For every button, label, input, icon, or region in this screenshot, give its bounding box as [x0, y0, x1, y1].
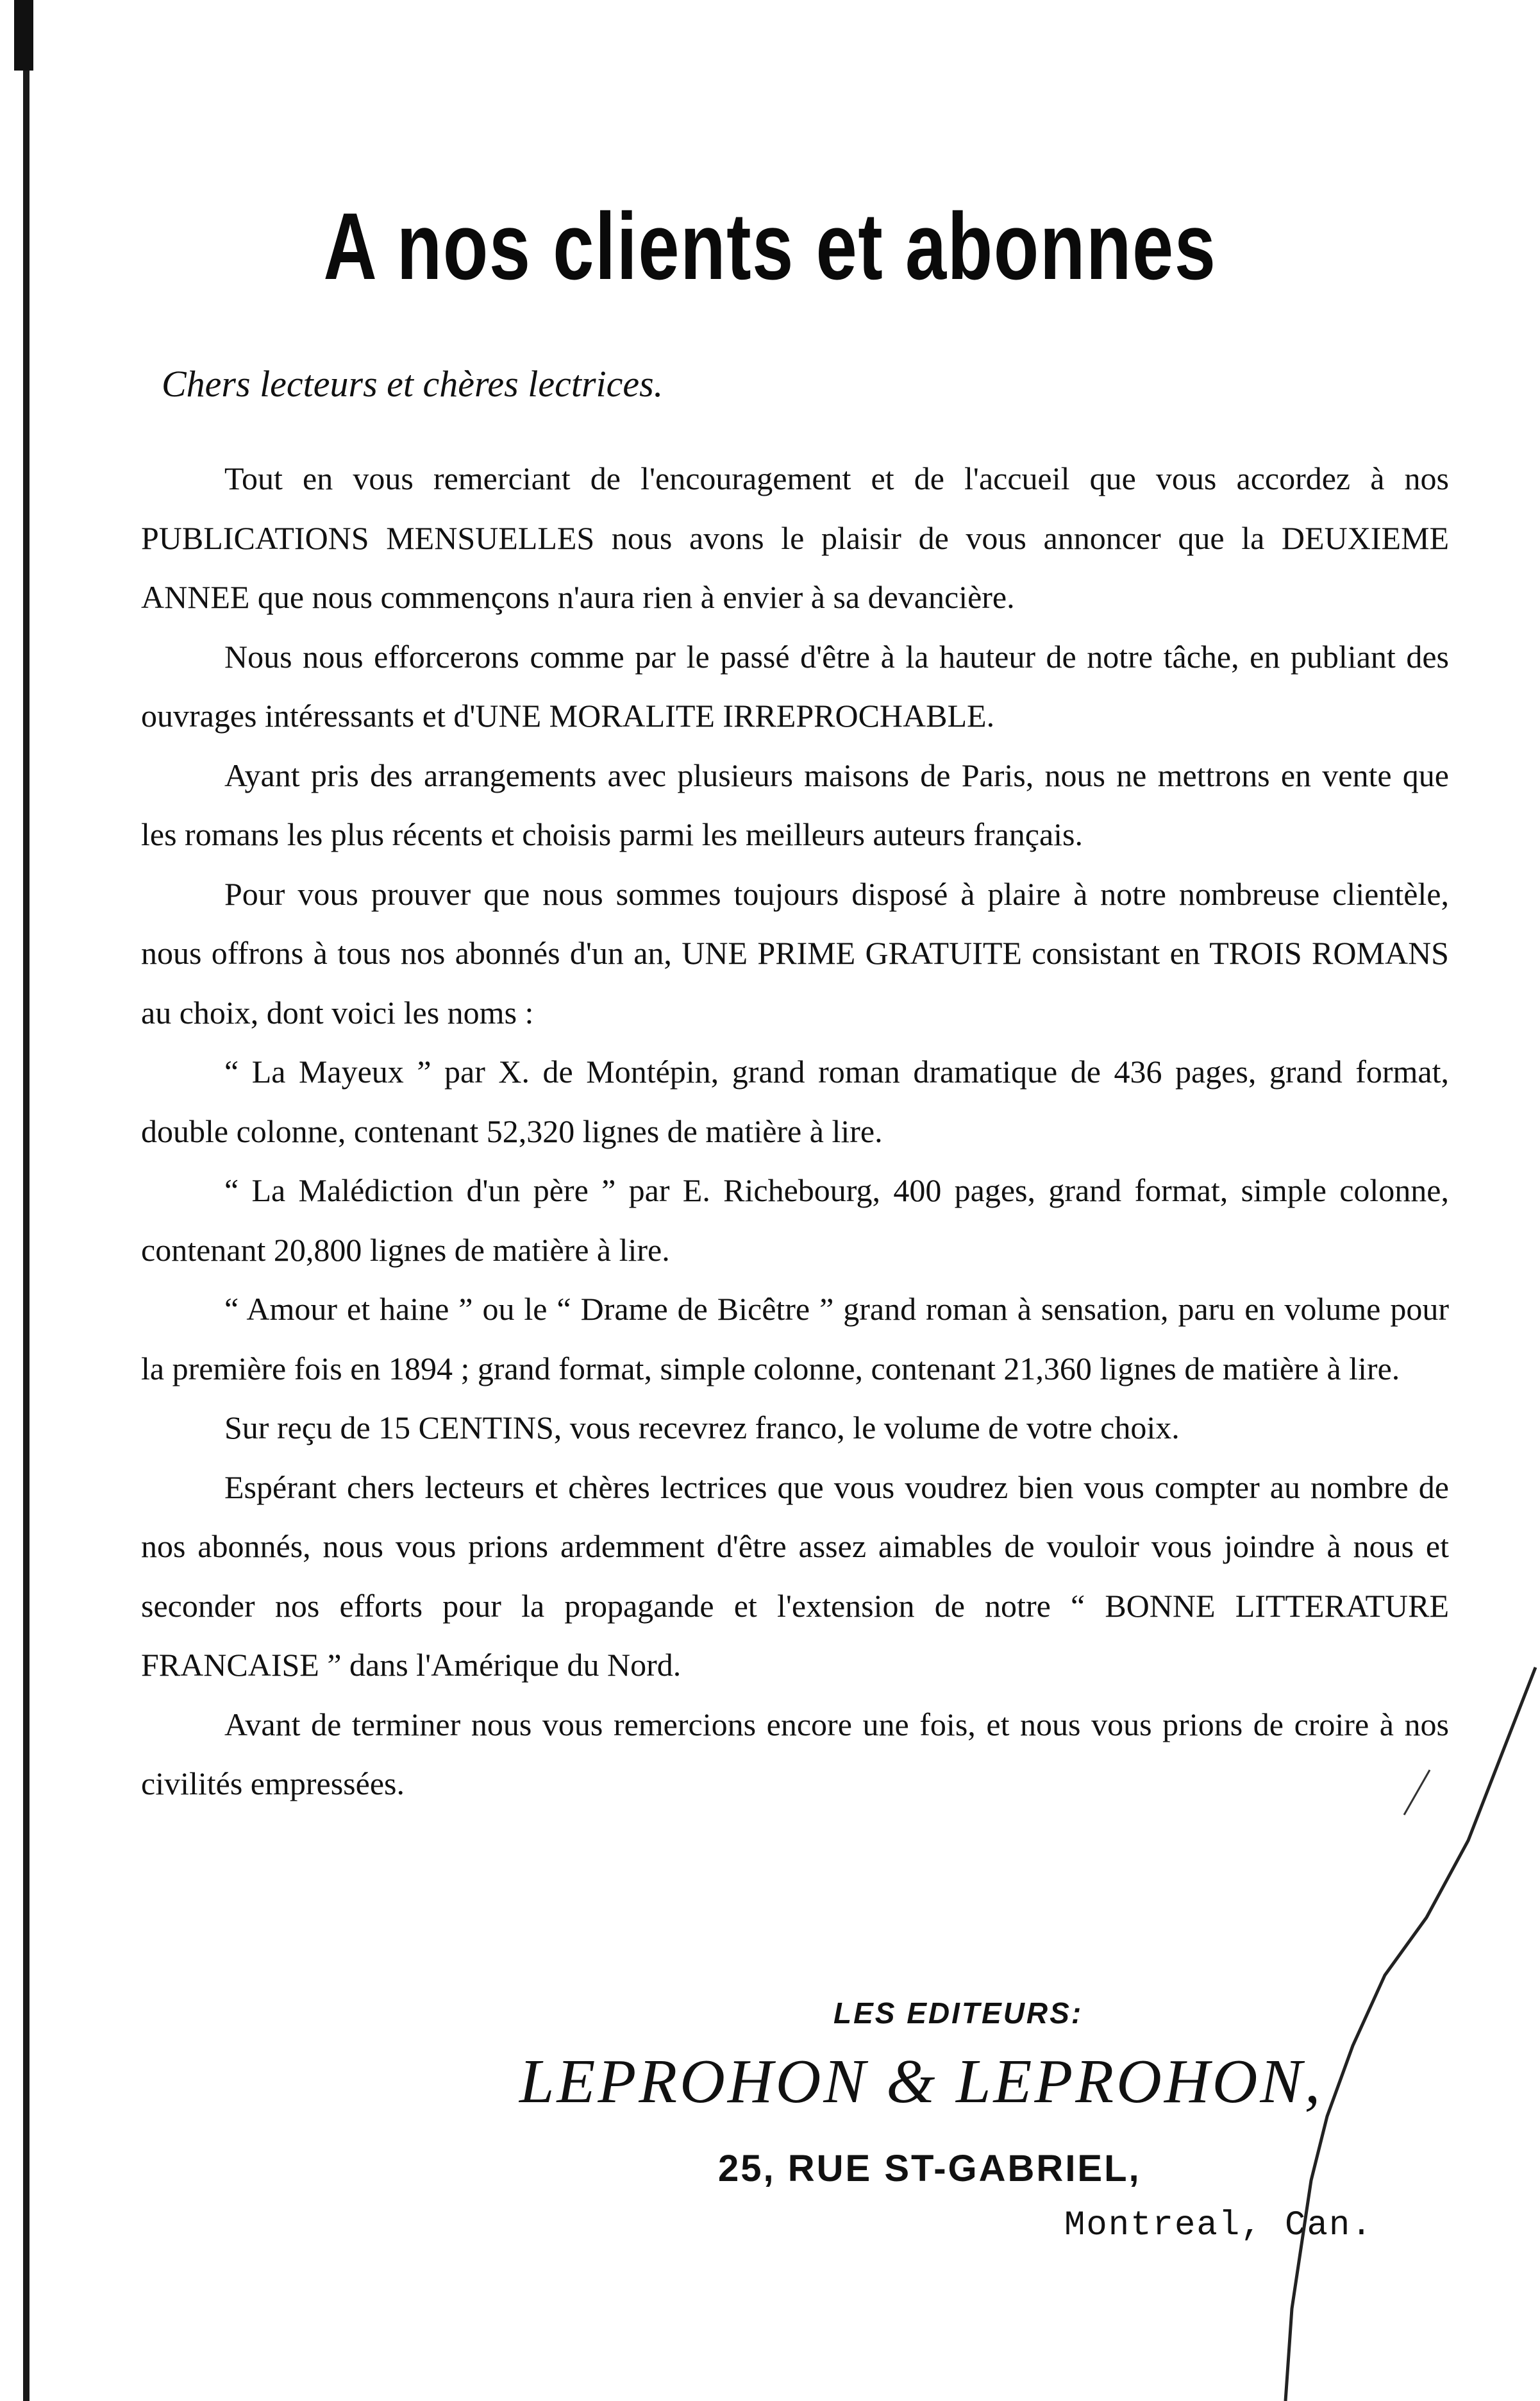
paragraph-3: Ayant pris des arrangements avec plusieurs maisons de Paris, nous ne mettrons en vente que les romans les plus récents et choisis parmi les meilleurs auteurs français. [141, 757, 1449, 852]
paragraph-5: “ La Mayeux ” par X. de Montépin, grand roman dramatique de 436 pages, grand format, double colonne, contenant 52,320 lignes de matière à lire. [141, 1054, 1449, 1149]
scan-border-mark [14, 0, 33, 71]
paragraph-8: Sur reçu de 15 CENTINS, vous recevrez franco, le volume de votre choix. [224, 1410, 1180, 1445]
paragraph-10: Avant de terminer nous vous remercions encore une fois, et nous vous prions de croire à nos civilités empressées. [141, 1706, 1449, 1801]
paragraph-6: “ La Malédiction d'un père ” par E. Richebourg, 400 pages, grand format, simple colonne, contenant 20,800 lignes de matière à lire. [141, 1172, 1449, 1268]
paragraph-4: Pour vous prouver que nous sommes toujours disposé à plaire à notre nombreuse clientèle, nous offrons à tous nos abonnés d'un an, UNE PRIME GRATUITE consistant en TROIS ROMANS au choix, dont voici les noms : [141, 875, 1449, 1031]
publisher-city: Montreal, Can. [1064, 2206, 1373, 2245]
salutation: Chers lecteurs et chères lectrices. [162, 363, 664, 405]
publisher-address: 25, RUE ST-GABRIEL, [718, 2148, 1141, 2189]
paragraph-9: Espérant chers lecteurs et chères lectrices que vous voudrez bien vous compter au nombre de nos abonnés, nous vous prions ardemment d'être assez aimables de vouloir vous joindre à nous et seconder nos efforts pour la propagande et l'extension de notre “ BONNE LITTERATURE FRANCAISE ” dans l'Amérique du Nord. [141, 1469, 1449, 1683]
paragraph-7: “ Amour et haine ” ou le “ Drame de Bicêtre ” grand roman à sensation, paru en volume pour la première fois en 1894 ; grand format, simple colonne, contenant 21,360 lignes de matière à lire. [141, 1291, 1449, 1386]
paragraph-2: Nous nous efforcerons comme par le passé d'être à la hauteur de notre tâche, en publiant des ouvrages intéressants et d'UNE MORALITE IRREPROCHABLE. [141, 638, 1449, 734]
scan-border-line [23, 0, 29, 2401]
paragraph-1: Tout en vous remerciant de l'encouragement et de l'accueil que vous accordez à nos PUBLICATIONS MENSUELLES nous avons le plaisir de vous annoncer que la DEUXIEME ANNEE que nous commençons n'aura rien à envier à sa devancière. [141, 460, 1449, 615]
signature-name: LEPROHON & LEPROHON, [519, 2047, 1323, 2116]
letter-body [141, 449, 1449, 1814]
page-title: A nos clients et abonnes [323, 194, 1217, 299]
signature-label: LES EDITEURS: [833, 1996, 1084, 2030]
